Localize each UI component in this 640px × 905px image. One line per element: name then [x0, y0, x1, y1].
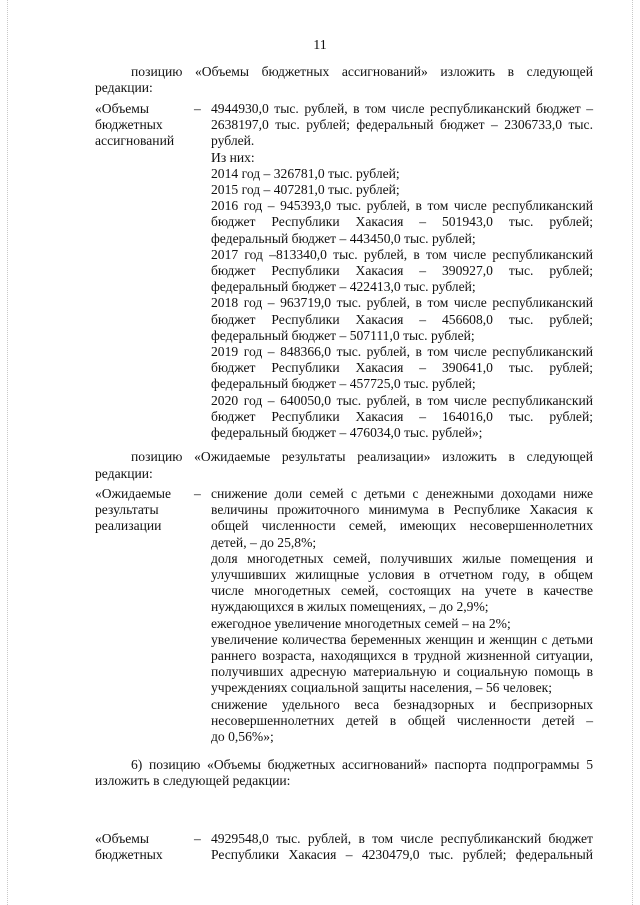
section1-body-line: бюджет Республики Хакасия – 164016,0 тыс. рублей;: [211, 408, 593, 424]
section2-body-line: общей численности семей, имеющих несовершеннолетних: [211, 518, 593, 534]
section1-position-label: [95, 101, 174, 149]
section2-label-line: результаты: [95, 502, 159, 517]
section1-body-line: 2014 год – 326781,0 тыс. рублей;: [211, 165, 400, 181]
section1-body-line: федеральный бюджет – 507111,0 тыс. рублей;: [211, 327, 475, 343]
section1-body-line: федеральный бюджет – 457725,0 тыс. рублей;: [211, 376, 476, 392]
section1-label-line: бюджетных: [95, 117, 163, 132]
section2-body-line: учреждениях социальной защиты населения, – 56 человек;: [211, 680, 553, 696]
section2-body-line: детей, – до 25,8%;: [211, 534, 317, 550]
section2-body-line: получивших адресную материальную и социальную помощь в: [211, 664, 593, 680]
section3-label-line: бюджетных: [95, 847, 163, 862]
section1-body-line: 2018 год – 963719,0 тыс. рублей, в том числе республиканский: [211, 295, 593, 311]
section3-intro-line1: 6) позицию «Объемы бюджетных ассигнований» паспорта подпрограммы 5: [131, 757, 593, 772]
section2-body-line: нуждающихся в жилых помещениях, – до 2,9%;: [211, 599, 489, 615]
section2-body-line: величины прожиточного минимума в Республике Хакасия к: [211, 502, 593, 518]
section1-body-line: бюджет Республики Хакасия – 456608,0 тыс. рублей;: [211, 311, 593, 327]
section1-body-line: 2015 год – 407281,0 тыс. рублей;: [211, 182, 400, 197]
section1-body-line: 2017 год –813340,0 тыс. рублей, в том числе республиканский: [211, 246, 593, 262]
section1-body-line: Из них:: [211, 149, 255, 165]
section1-label-line: ассигнований: [95, 133, 175, 148]
section2-position-label: [95, 486, 171, 534]
section2-body-line: ежегодное увеличение многодетных семей – на 2%;: [211, 615, 511, 631]
section2-body-line: снижение доли семей с детьми с денежными доходами ниже: [211, 486, 593, 501]
section1-intro-line2: редакции:: [95, 80, 153, 95]
section3-dash: –: [194, 831, 201, 846]
section3-intro-line2: изложить в следующей редакции:: [95, 773, 291, 788]
section1-body-line: рублей.: [211, 133, 255, 149]
section1-body-line: бюджет Республики Хакасия – 390927,0 тыс. рублей;: [211, 263, 593, 278]
section2-body-line: снижение удельного веса безнадзорных и беспризорных: [211, 696, 593, 712]
section3-body-line: 4929548,0 тыс. рублей, в том числе республиканский бюджет: [211, 831, 593, 846]
section2-label-line: «Ожидаемые: [95, 486, 172, 501]
section2-intro-line1: позицию «Ожидаемые результаты реализации» изложить в следующей: [131, 449, 593, 464]
section1-body-line: бюджет Республики Хакасия – 390641,0 тыс. рублей;: [211, 360, 593, 376]
section2-body-line: до 0,56%»;: [211, 729, 274, 744]
section1-intro-line1: позицию «Объемы бюджетных ассигнований» изложить в следующей: [131, 64, 593, 79]
section2-body-line: доля многодетных семей, получивших жилые помещения и: [211, 550, 593, 566]
section1-body-line: 4944930,0 тыс. рублей, в том числе республиканский бюджет –: [211, 101, 593, 116]
section2-body-line: улучшивших жилищные условия в отчетном году, в общем: [211, 567, 593, 582]
section1-label-line: «Объемы: [95, 101, 149, 116]
section2-body-line: увеличение количества беременных женщин и женщин с детьми: [211, 631, 593, 647]
section2-label-line: реализации: [95, 518, 162, 533]
section1-body-line: бюджет Республики Хакасия – 501943,0 тыс. рублей;: [211, 214, 593, 230]
right-scan-edge: [632, 0, 634, 905]
section2-body-line: раннего возраста, находящихся в трудной жизненной ситуации,: [211, 648, 593, 663]
left-scan-edge: [7, 0, 9, 905]
section2-body-line: несовершеннолетних детей в общей численности детей –: [211, 712, 593, 728]
section3-position-label: [95, 831, 163, 863]
section3-body-line: Республики Хакасия – 4230479,0 тыс. рублей; федеральный: [211, 847, 593, 863]
page-number: 11: [313, 38, 327, 53]
section2-intro-line2: редакции:: [95, 466, 153, 481]
section1-body-line: 2019 год – 848366,0 тыс. рублей, в том числе республиканский: [211, 344, 593, 359]
section1-body-line: федеральный бюджет – 476034,0 тыс. рублей»;: [211, 425, 483, 440]
section1-body-line: 2638197,0 тыс. рублей; федеральный бюджет – 2306733,0 тыс.: [211, 117, 593, 133]
section2-dash: –: [194, 486, 201, 501]
section1-body-line: 2016 год – 945393,0 тыс. рублей, в том числе республиканский: [211, 198, 593, 214]
section1-body-line: 2020 год – 640050,0 тыс. рублей, в том числе республиканский: [211, 392, 593, 408]
section3-label-line: «Объемы: [95, 831, 149, 846]
section1-dash: –: [194, 101, 201, 116]
section1-body-line: федеральный бюджет – 443450,0 тыс. рублей;: [211, 230, 476, 246]
section2-body-line: числе многодетных семей, состоящих на учете в качестве: [211, 583, 593, 599]
section1-body-line: федеральный бюджет – 422413,0 тыс. рублей;: [211, 279, 476, 295]
